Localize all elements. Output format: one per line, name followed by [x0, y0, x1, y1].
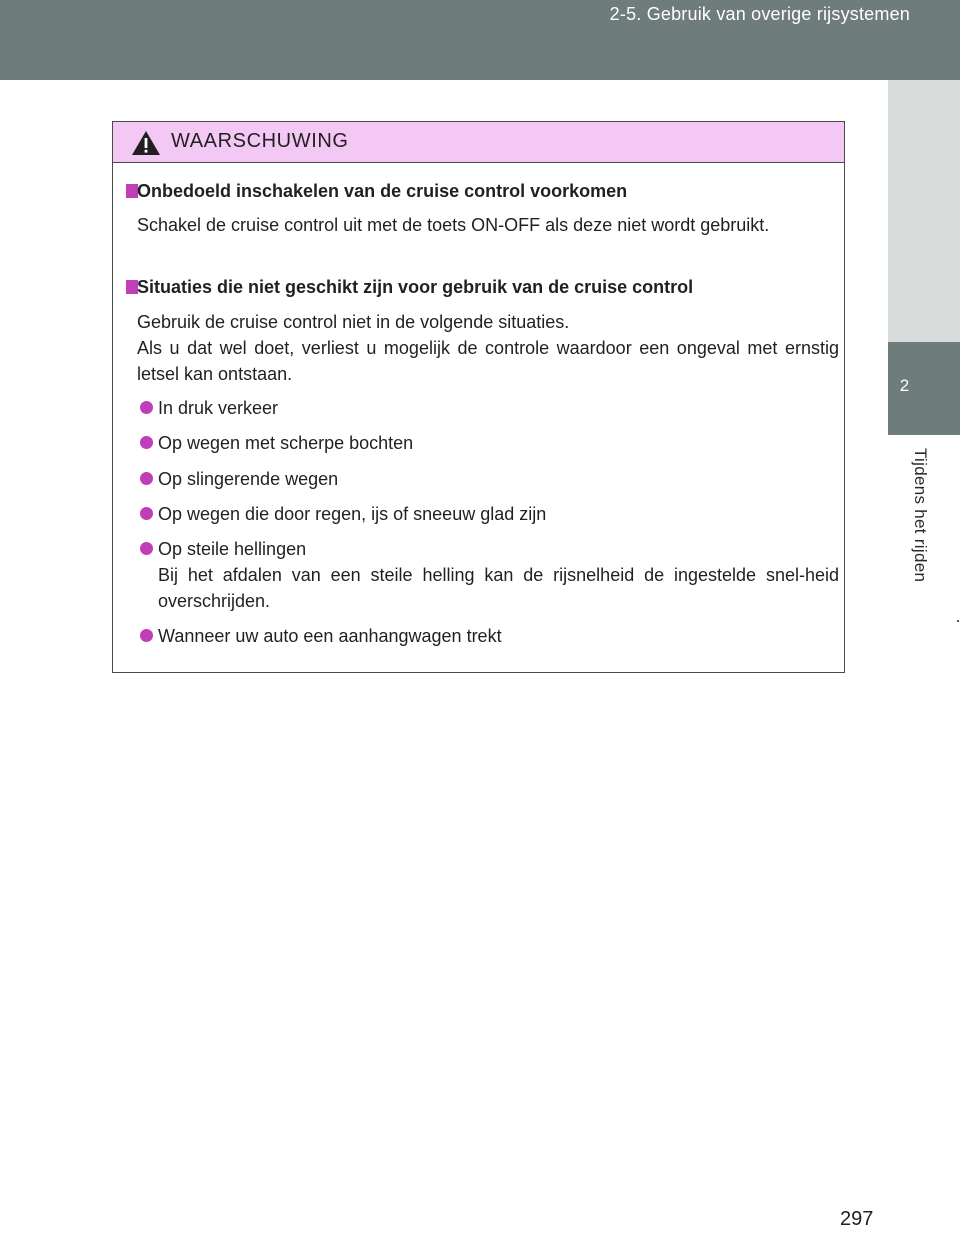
warning-box [112, 121, 845, 673]
bullet-icon [140, 507, 153, 520]
section-body: Schakel de cruise control uit met de toets ON-OFF als deze niet wordt gebruikt. [137, 215, 770, 235]
list-item-text: In druk verkeer [158, 398, 279, 418]
bullet-icon [140, 436, 153, 449]
section-body-line: Gebruik de cruise control niet in de volgende situaties. [137, 312, 570, 332]
bullet-icon [140, 542, 153, 555]
list-item [137, 536, 839, 616]
warning-triangle-icon [131, 130, 161, 156]
section-heading-text: Onbedoeld inschakelen van de cruise control voorkomen [137, 181, 628, 201]
warning-title: WAARSCHUWING [171, 130, 349, 152]
section-heading-text: Situaties die niet geschikt zijn voor gebruik van de cruise control [137, 277, 694, 297]
section-heading [113, 277, 846, 303]
page-number: 297 [840, 1208, 874, 1230]
bullet-icon [140, 472, 153, 485]
warning-header [113, 122, 844, 163]
chapter-number: 2 [899, 376, 910, 395]
side-tick-mark [957, 620, 959, 622]
list-item-text: Op wegen die door regen, ijs of sneeuw glad zijn [158, 504, 547, 524]
side-tab-background [888, 80, 960, 342]
chapter-label: Tijdens het rijden [911, 448, 930, 583]
list-item-text-block [158, 536, 839, 614]
section-heading [113, 181, 846, 207]
list-item-text: Op slingerende wegen [158, 469, 339, 489]
section-title: 2-5. Gebruik van overige rijsystemen [609, 4, 910, 24]
bullet-icon [140, 401, 153, 414]
list-item-text: Op steile hellingen [158, 539, 307, 559]
list-item-text: Op wegen met scherpe bochten [158, 433, 414, 453]
list-item-text: Wanneer uw auto een aanhangwagen trekt [158, 626, 502, 646]
list-item-detail: Bij het afdalen van een steile helling kan de rijsnelheid de ingestelde snel-heid overschrijden. [158, 565, 839, 611]
bullet-icon [140, 629, 153, 642]
section-body-line: Als u dat wel doet, verliest u mogelijk de controle waardoor een ongeval met ernstig letsel kan ontstaan. [137, 338, 839, 384]
